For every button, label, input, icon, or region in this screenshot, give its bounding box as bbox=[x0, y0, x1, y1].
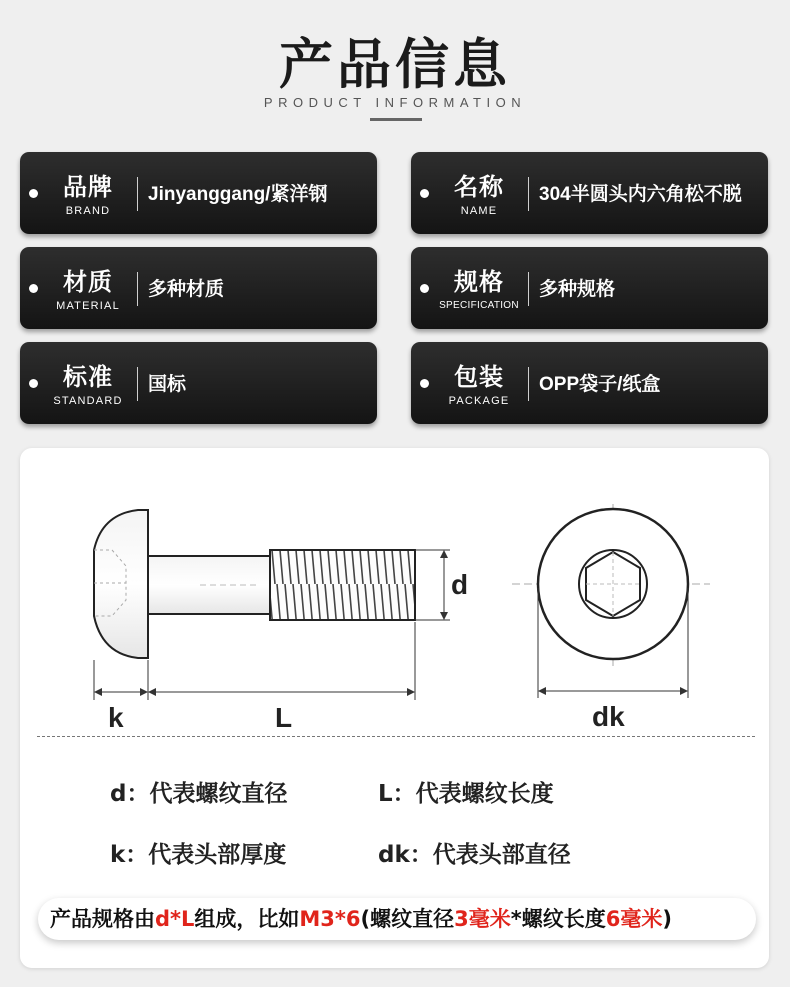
bullet-icon bbox=[29, 379, 38, 388]
label-k: k bbox=[108, 702, 124, 733]
card-value: 304半圆头内六角松不脱 bbox=[539, 184, 742, 205]
note-text: 组成，比如 bbox=[194, 907, 300, 931]
note-highlight: M3*6 bbox=[299, 907, 361, 931]
info-card-material bbox=[20, 247, 377, 329]
bullet-icon bbox=[29, 284, 38, 293]
card-label-en: STANDARD bbox=[53, 395, 123, 407]
card-value: 多种规格 bbox=[539, 279, 616, 300]
card-value: 多种材质 bbox=[148, 279, 225, 300]
info-card-specification bbox=[411, 247, 768, 329]
label-d: d bbox=[451, 569, 469, 600]
note-highlight: d*L bbox=[155, 907, 195, 931]
card-value: Jinyanggang/紧洋钢 bbox=[148, 184, 328, 205]
card-value: 国标 bbox=[148, 374, 187, 395]
card-label: 标准 bbox=[63, 363, 113, 391]
card-label-en: SPECIFICATION bbox=[439, 300, 519, 311]
card-label-en: NAME bbox=[460, 205, 498, 217]
dimension-panel bbox=[20, 448, 769, 968]
info-card-name bbox=[411, 152, 768, 234]
note-highlight: 6毫米 bbox=[605, 907, 663, 931]
card-divider bbox=[528, 367, 529, 401]
bullet-icon bbox=[420, 189, 429, 198]
bullet-icon bbox=[420, 379, 429, 388]
screw-dimension-diagram bbox=[20, 448, 769, 738]
info-card-package bbox=[411, 342, 768, 424]
screw-head-side bbox=[94, 510, 148, 658]
label-L: L bbox=[275, 702, 293, 733]
note-text: ) bbox=[662, 907, 672, 931]
card-label: 品牌 bbox=[63, 173, 113, 201]
dashed-divider bbox=[37, 736, 755, 737]
card-value: OPP袋子/纸盒 bbox=[539, 374, 661, 395]
card-label: 规格 bbox=[454, 268, 504, 296]
card-label: 材质 bbox=[63, 268, 113, 296]
legend-L: L：代表螺纹长度 bbox=[378, 781, 554, 807]
legend-dk: dk：代表头部直径 bbox=[378, 842, 571, 868]
note-text: (螺纹直径 bbox=[360, 907, 455, 931]
card-label: 名称 bbox=[454, 173, 504, 201]
card-label-en: MATERIAL bbox=[56, 300, 120, 312]
screw-thread bbox=[270, 550, 415, 620]
card-label: 包装 bbox=[454, 363, 504, 391]
card-divider bbox=[528, 272, 529, 306]
page-title: 产品信息 bbox=[279, 33, 511, 96]
card-divider bbox=[137, 177, 138, 211]
card-divider bbox=[528, 177, 529, 211]
card-divider bbox=[137, 272, 138, 306]
screw-head-top bbox=[512, 504, 710, 666]
info-card-standard bbox=[20, 342, 377, 424]
note-text: *螺纹长度 bbox=[510, 907, 606, 931]
card-label-en: BRAND bbox=[65, 205, 111, 217]
label-dk: dk bbox=[592, 701, 625, 732]
spec-note bbox=[38, 898, 756, 940]
card-divider bbox=[137, 367, 138, 401]
dimension-d bbox=[415, 550, 450, 620]
bullet-icon bbox=[420, 284, 429, 293]
note-highlight: 3毫米 bbox=[454, 907, 511, 931]
card-label-en: PACKAGE bbox=[448, 395, 510, 407]
legend-k: k：代表头部厚度 bbox=[110, 842, 287, 868]
bullet-icon bbox=[29, 189, 38, 198]
info-card-brand bbox=[20, 152, 377, 234]
note-text: 产品规格由 bbox=[50, 907, 155, 931]
legend-d: d：代表螺纹直径 bbox=[110, 781, 288, 807]
page-subtitle: PRODUCT INFORMATION bbox=[263, 95, 527, 110]
title-underline bbox=[370, 118, 422, 121]
screw-shank bbox=[148, 556, 270, 614]
